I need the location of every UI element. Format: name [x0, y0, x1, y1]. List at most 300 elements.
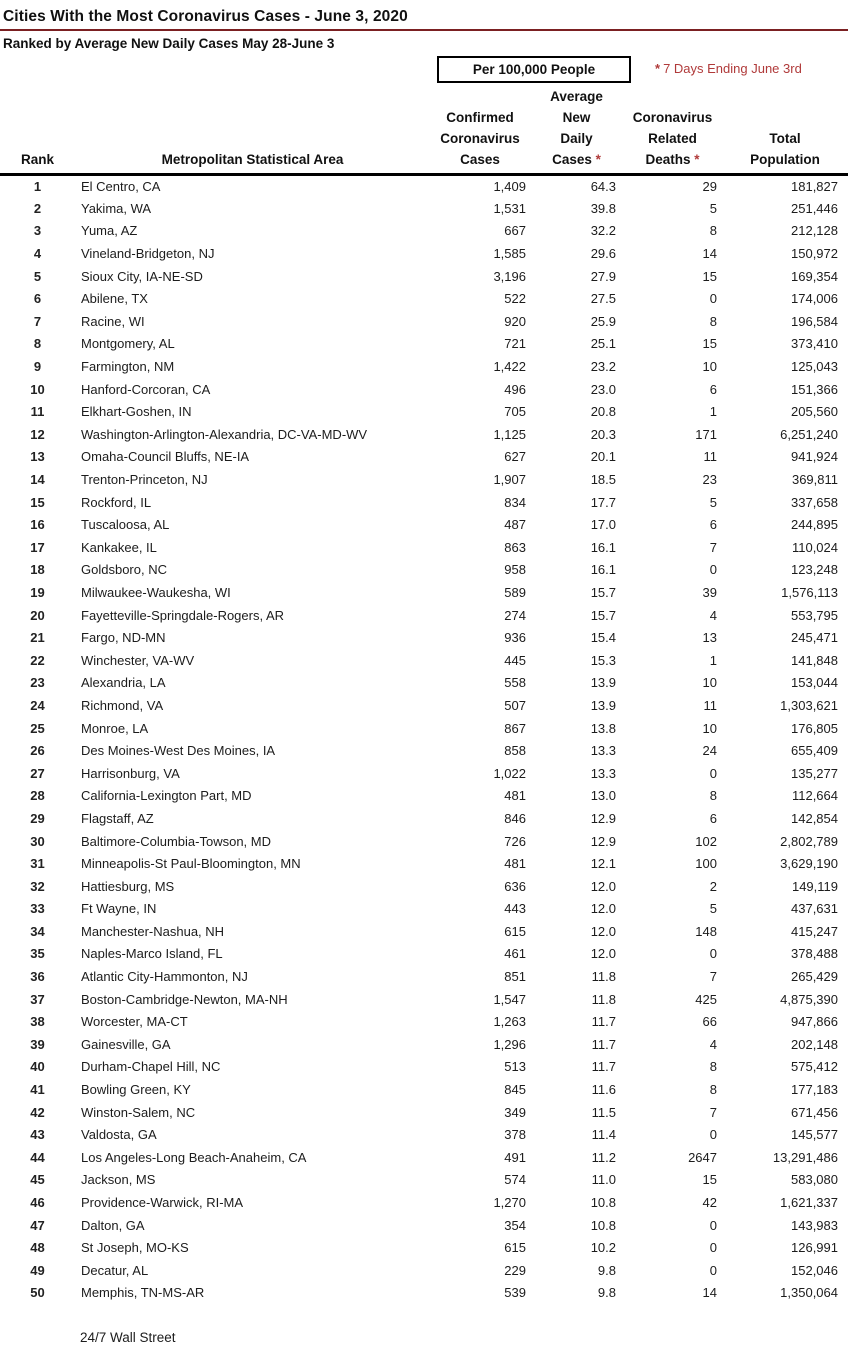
- deaths-cell: 6: [709, 517, 717, 533]
- metro-area-cell: Bowling Green, KY: [81, 1082, 191, 1098]
- confirmed-cases-cell: 1,531: [493, 200, 526, 216]
- deaths-cell: 11: [703, 697, 717, 713]
- rank-cell: 3: [33, 223, 42, 239]
- metro-area-cell: Montgomery, AL: [81, 336, 175, 352]
- table-row: [0, 468, 848, 491]
- table-row: [0, 920, 848, 943]
- population-cell: 149,119: [791, 878, 838, 894]
- avg-daily-cases-cell: 11.8: [591, 991, 616, 1007]
- avg-daily-cases-cell: 10.8: [590, 1217, 616, 1233]
- avg-daily-cases-cell: 25.9: [590, 313, 616, 329]
- avg-daily-cases-cell: 11.7: [591, 1036, 616, 1052]
- population-cell: 152,046: [791, 1262, 838, 1278]
- table-row: [0, 581, 848, 604]
- table-row: [0, 559, 848, 582]
- confirmed-cases-cell: 445: [504, 652, 526, 668]
- metro-area-cell: Monroe, LA: [81, 720, 149, 736]
- deaths-cell: 23: [702, 472, 717, 488]
- confirmed-cases-cell: 615: [504, 923, 526, 939]
- table-row: [0, 1010, 848, 1033]
- deaths-cell: 42: [702, 1195, 717, 1211]
- table-row: [0, 988, 848, 1011]
- table-row: [0, 491, 848, 514]
- metro-area-cell: Vineland-Bridgeton, NJ: [81, 246, 215, 262]
- table-row: [0, 423, 848, 446]
- avg-daily-cases-cell: 18.5: [590, 472, 616, 488]
- metro-area-cell: Omaha-Council Bluffs, NE-IA: [81, 449, 250, 465]
- table-row: [0, 1169, 848, 1192]
- rank-cell: 43: [30, 1127, 45, 1143]
- deaths-cell: 425: [695, 991, 717, 1007]
- population-cell: 671,456: [791, 1104, 838, 1120]
- population-cell: 174,006: [791, 291, 838, 307]
- metro-area-cell: Flagstaff, AZ: [81, 810, 154, 826]
- metro-area-cell: Worcester, MA-CT: [81, 1014, 188, 1030]
- deaths-cell: 8: [709, 313, 717, 329]
- population-cell: 125,043: [791, 359, 838, 375]
- avg-daily-cases-cell: 11.2: [591, 1149, 616, 1165]
- rank-cell: 32: [30, 878, 45, 894]
- metro-area-cell: Yuma, AZ: [81, 223, 138, 239]
- table-row: [0, 446, 848, 469]
- table-row: [0, 739, 848, 762]
- confirmed-cases-cell: 274: [504, 607, 526, 623]
- population-cell: 123,248: [791, 562, 838, 578]
- rank-cell: 37: [30, 991, 45, 1007]
- avg-daily-cases-cell: 15.3: [590, 652, 616, 668]
- population-cell: 583,080: [791, 1172, 838, 1188]
- deaths-cell: 0: [709, 1240, 717, 1256]
- confirmed-cases-cell: 1,409: [493, 179, 526, 195]
- table-row: [0, 852, 848, 875]
- table-row: [0, 1259, 848, 1282]
- confirmed-cases-cell: 1,022: [493, 765, 526, 781]
- avg-daily-cases-cell: 29.6: [590, 246, 616, 262]
- avg-daily-cases-cell: 10.2: [590, 1240, 616, 1256]
- avg-daily-cases-cell: 11.5: [591, 1104, 616, 1120]
- deaths-cell: 1: [709, 404, 717, 420]
- metro-area-cell: Rockford, IL: [81, 494, 152, 510]
- rank-cell: 31: [30, 856, 45, 872]
- population-cell: 151,366: [791, 381, 838, 397]
- avg-daily-cases-cell: 10.8: [590, 1195, 616, 1211]
- population-cell: 378,488: [791, 946, 838, 962]
- confirmed-cases-cell: 491: [504, 1149, 526, 1165]
- avg-daily-cases-cell: 15.7: [590, 584, 616, 600]
- avg-daily-cases-cell: 20.8: [590, 404, 616, 420]
- deaths-cell: 13: [702, 630, 717, 646]
- population-cell: 212,128: [791, 223, 838, 239]
- confirmed-cases-cell: 667: [504, 223, 526, 239]
- metro-area-cell: Gainesville, GA: [81, 1036, 171, 1052]
- population-cell: 6,251,240: [780, 426, 838, 442]
- confirmed-cases-cell: 721: [504, 336, 526, 352]
- table-row: [0, 943, 848, 966]
- table-row: [0, 287, 848, 310]
- deaths-cell: 8: [709, 1082, 717, 1098]
- source-credit: 24/7 Wall Street: [80, 1330, 176, 1346]
- population-cell: 110,024: [791, 539, 838, 555]
- table-row: [0, 1236, 848, 1259]
- avg-daily-cases-cell: 20.3: [590, 426, 616, 442]
- rank-cell: 30: [30, 833, 45, 849]
- cases-table: [0, 86, 848, 1304]
- deaths-cell: 14: [702, 246, 717, 262]
- rank-cell: 25: [30, 720, 45, 736]
- deaths-cell: 1: [709, 652, 717, 668]
- confirmed-cases-cell: 3,196: [493, 268, 526, 284]
- metro-area-cell: Atlantic City-Hammonton, NJ: [81, 969, 248, 985]
- deaths-cell: 0: [709, 1217, 717, 1233]
- table-row: [0, 1033, 848, 1056]
- deaths-cell: 8: [709, 788, 717, 804]
- metro-area-cell: Ft Wayne, IN: [81, 901, 157, 917]
- table-row: [0, 197, 848, 220]
- population-cell: 575,412: [791, 1059, 838, 1075]
- population-cell: 3,629,190: [780, 856, 838, 872]
- avg-daily-cases-cell: 12.0: [590, 946, 616, 962]
- table-row: [0, 536, 848, 559]
- population-cell: 244,895: [791, 517, 838, 533]
- rank-cell: 17: [30, 539, 45, 555]
- metro-area-cell: Fargo, ND-MN: [81, 630, 166, 646]
- confirmed-cases-cell: 1,907: [493, 472, 526, 488]
- red-asterisk: *: [595, 152, 601, 167]
- confirmed-cases-cell: 867: [504, 720, 526, 736]
- column-header-confirmed-cases: Confirmed Coronavirus Cases: [430, 86, 530, 175]
- avg-daily-cases-cell: 27.9: [590, 268, 616, 284]
- table-row: [0, 762, 848, 785]
- population-cell: 126,991: [791, 1240, 838, 1256]
- confirmed-cases-cell: 920: [504, 313, 526, 329]
- deaths-cell: 6: [709, 810, 717, 826]
- confirmed-cases-cell: 846: [504, 810, 526, 826]
- table-row: [0, 1101, 848, 1124]
- deaths-cell: 0: [709, 1127, 717, 1143]
- deaths-cell: 11: [703, 449, 717, 465]
- confirmed-cases-cell: 522: [504, 291, 526, 307]
- confirmed-cases-cell: 845: [504, 1082, 526, 1098]
- table-row: [0, 400, 848, 423]
- rank-cell: 21: [30, 630, 45, 646]
- avg-daily-cases-cell: 12.0: [590, 901, 616, 917]
- table-row: [0, 513, 848, 536]
- avg-daily-cases-cell: 16.1: [590, 562, 616, 578]
- table-row: [0, 694, 848, 717]
- metro-area-cell: Providence-Warwick, RI-MA: [81, 1195, 244, 1211]
- rank-cell: 1: [33, 179, 42, 195]
- deaths-cell: 39: [702, 584, 717, 600]
- confirmed-cases-cell: 589: [504, 584, 526, 600]
- deaths-cell: 0: [709, 946, 717, 962]
- table-row: [0, 378, 848, 401]
- metro-area-cell: Goldsboro, NC: [81, 562, 167, 578]
- table-body: [0, 175, 848, 1305]
- metro-area-cell: Baltimore-Columbia-Towson, MD: [81, 833, 271, 849]
- rank-cell: 22: [30, 652, 45, 668]
- confirmed-cases-cell: 539: [504, 1285, 526, 1301]
- annotation-row: [0, 53, 848, 86]
- deaths-cell: 5: [709, 494, 717, 510]
- footnote-text: 7 Days Ending June 3rd: [663, 61, 802, 76]
- confirmed-cases-cell: 496: [504, 381, 526, 397]
- deaths-cell: 15: [702, 1172, 717, 1188]
- avg-daily-cases-cell: 12.0: [590, 878, 616, 894]
- metro-area-cell: Decatur, AL: [81, 1262, 149, 1278]
- avg-daily-cases-cell: 13.3: [590, 765, 616, 781]
- rank-cell: 16: [30, 517, 45, 533]
- per-capita-label-box: [437, 56, 631, 83]
- population-cell: 369,811: [791, 472, 838, 488]
- table-row: [0, 830, 848, 853]
- metro-area-cell: Boston-Cambridge-Newton, MA-NH: [81, 991, 288, 1007]
- avg-daily-cases-cell: 13.0: [590, 788, 616, 804]
- avg-daily-cases-cell: 12.9: [590, 810, 616, 826]
- rank-cell: 4: [33, 246, 42, 262]
- population-cell: 245,471: [791, 630, 838, 646]
- column-header-metro-area: Metropolitan Statistical Area: [75, 86, 430, 175]
- column-header-rank: Rank: [0, 86, 75, 175]
- page-title: Cities With the Most Coronavirus Cases - June 3, 2020: [3, 8, 408, 25]
- metro-area-cell: Des Moines-West Des Moines, IA: [81, 743, 276, 759]
- rank-cell: 5: [33, 268, 42, 284]
- rank-cell: 50: [30, 1285, 45, 1301]
- metro-area-cell: El Centro, CA: [81, 179, 161, 195]
- rank-cell: 41: [30, 1082, 45, 1098]
- table-row: [0, 1146, 848, 1169]
- avg-daily-cases-cell: 13.3: [590, 743, 616, 759]
- population-cell: 177,183: [791, 1082, 838, 1098]
- metro-area-cell: Durham-Chapel Hill, NC: [81, 1059, 221, 1075]
- avg-daily-cases-cell: 9.8: [597, 1285, 616, 1301]
- metro-area-cell: Naples-Marco Island, FL: [81, 946, 223, 962]
- deaths-cell: 0: [709, 765, 717, 781]
- confirmed-cases-cell: 378: [504, 1127, 526, 1143]
- confirmed-cases-cell: 958: [504, 562, 526, 578]
- avg-daily-cases-cell: 11.6: [591, 1082, 616, 1098]
- rank-cell: 7: [33, 313, 42, 329]
- rank-cell: 20: [30, 607, 45, 623]
- rank-cell: 40: [30, 1059, 45, 1075]
- population-cell: 415,247: [791, 923, 838, 939]
- confirmed-cases-cell: 858: [504, 743, 526, 759]
- avg-daily-cases-cell: 39.8: [590, 200, 616, 216]
- deaths-cell: 8: [709, 223, 717, 239]
- avg-daily-cases-cell: 15.7: [590, 607, 616, 623]
- confirmed-cases-cell: 834: [504, 494, 526, 510]
- avg-daily-cases-cell: 12.1: [590, 856, 616, 872]
- metro-area-cell: Tuscaloosa, AL: [81, 517, 170, 533]
- population-cell: 143,983: [791, 1217, 838, 1233]
- rank-cell: 33: [30, 901, 45, 917]
- avg-daily-cases-cell: 23.0: [590, 381, 616, 397]
- metro-area-cell: Los Angeles-Long Beach-Anaheim, CA: [81, 1149, 307, 1165]
- deaths-cell: 7: [709, 539, 717, 555]
- avg-daily-cases-cell: 13.9: [590, 697, 616, 713]
- confirmed-cases-cell: 1,125: [493, 426, 526, 442]
- rank-cell: 27: [30, 765, 45, 781]
- confirmed-cases-cell: 443: [504, 901, 526, 917]
- population-cell: 181,827: [791, 179, 838, 195]
- deaths-cell: 7: [709, 969, 717, 985]
- table-header-row: [0, 86, 848, 175]
- avg-daily-cases-cell: 11.4: [591, 1127, 616, 1143]
- population-cell: 1,350,064: [780, 1285, 838, 1301]
- avg-daily-cases-cell: 16.1: [590, 539, 616, 555]
- metro-area-cell: Milwaukee-Waukesha, WI: [81, 584, 231, 600]
- rank-cell: 45: [30, 1172, 45, 1188]
- population-cell: 947,866: [791, 1014, 838, 1030]
- table-row: [0, 310, 848, 333]
- metro-area-cell: Hattiesburg, MS: [81, 878, 175, 894]
- population-cell: 196,584: [791, 313, 838, 329]
- population-cell: 1,621,337: [780, 1195, 838, 1211]
- metro-area-cell: St Joseph, MO-KS: [81, 1240, 189, 1256]
- deaths-cell: 102: [695, 833, 717, 849]
- avg-daily-cases-cell: 11.0: [591, 1172, 616, 1188]
- table-row: [0, 965, 848, 988]
- metro-area-cell: Sioux City, IA-NE-SD: [81, 268, 203, 284]
- rank-cell: 12: [30, 426, 45, 442]
- deaths-cell: 66: [702, 1014, 717, 1030]
- population-cell: 153,044: [791, 675, 838, 691]
- metro-area-cell: Alexandria, LA: [81, 675, 166, 691]
- confirmed-cases-cell: 229: [504, 1262, 526, 1278]
- metro-area-cell: Farmington, NM: [81, 359, 175, 375]
- table-row: [0, 717, 848, 740]
- rank-cell: 29: [30, 810, 45, 826]
- metro-area-cell: Fayetteville-Springdale-Rogers, AR: [81, 607, 285, 623]
- metro-area-cell: Racine, WI: [81, 313, 145, 329]
- population-cell: 205,560: [791, 404, 838, 420]
- deaths-cell: 2: [709, 878, 717, 894]
- deaths-cell: 10: [702, 359, 717, 375]
- rank-cell: 19: [30, 584, 45, 600]
- confirmed-cases-cell: 461: [504, 946, 526, 962]
- deaths-cell: 14: [702, 1285, 717, 1301]
- metro-area-cell: Kankakee, IL: [81, 539, 157, 555]
- population-cell: 251,446: [791, 200, 838, 216]
- rank-cell: 24: [30, 697, 45, 713]
- table-row: [0, 242, 848, 265]
- table-row: [0, 807, 848, 830]
- confirmed-cases-cell: 1,422: [493, 359, 526, 375]
- column-header-avg-daily-cases: Average New Daily Cases *: [530, 86, 623, 175]
- population-cell: 112,664: [791, 788, 838, 804]
- deaths-cell: 6: [709, 381, 717, 397]
- population-cell: 1,303,621: [780, 697, 838, 713]
- metro-area-cell: Washington-Arlington-Alexandria, DC-VA-MD-WV: [81, 426, 368, 442]
- rank-cell: 14: [30, 472, 45, 488]
- deaths-cell: 4: [709, 607, 717, 623]
- confirmed-cases-cell: 1,547: [493, 991, 526, 1007]
- rank-cell: 10: [30, 381, 45, 397]
- avg-daily-cases-cell: 9.8: [597, 1262, 616, 1278]
- deaths-cell: 0: [709, 1262, 717, 1278]
- metro-area-cell: Winchester, VA-WV: [81, 652, 195, 668]
- deaths-cell: 10: [702, 675, 717, 691]
- confirmed-cases-cell: 851: [504, 969, 526, 985]
- population-cell: 202,148: [791, 1036, 838, 1052]
- metro-area-cell: Memphis, TN-MS-AR: [81, 1285, 205, 1301]
- avg-daily-cases-cell: 17.0: [590, 517, 616, 533]
- confirmed-cases-cell: 1,270: [493, 1195, 526, 1211]
- confirmed-cases-cell: 487: [504, 517, 526, 533]
- table-row: [0, 1214, 848, 1237]
- table-row: [0, 265, 848, 288]
- rank-cell: 28: [30, 788, 45, 804]
- rank-cell: 48: [30, 1240, 45, 1256]
- metro-area-cell: Dalton, GA: [81, 1217, 145, 1233]
- metro-area-cell: Minneapolis-St Paul-Bloomington, MN: [81, 856, 301, 872]
- avg-daily-cases-cell: 20.1: [590, 449, 616, 465]
- table-row: [0, 355, 848, 378]
- rank-cell: 2: [33, 200, 42, 216]
- table-row: [0, 333, 848, 356]
- rank-cell: 23: [30, 675, 45, 691]
- population-cell: 142,854: [791, 810, 838, 826]
- avg-daily-cases-cell: 15.4: [590, 630, 616, 646]
- confirmed-cases-cell: 627: [504, 449, 526, 465]
- table-row: [0, 1056, 848, 1079]
- deaths-cell: 24: [702, 743, 717, 759]
- column-header-deaths: Coronavirus Related Deaths *: [623, 86, 722, 175]
- rank-cell: 42: [30, 1104, 45, 1120]
- rank-cell: 11: [30, 404, 45, 420]
- rank-cell: 49: [30, 1262, 45, 1278]
- rank-cell: 15: [30, 494, 45, 510]
- avg-daily-cases-cell: 11.7: [591, 1014, 616, 1030]
- confirmed-cases-cell: 863: [504, 539, 526, 555]
- avg-daily-cases-cell: 11.7: [591, 1059, 616, 1075]
- rank-cell: 6: [33, 291, 42, 307]
- confirmed-cases-cell: 636: [504, 878, 526, 894]
- table-row: [0, 1282, 848, 1305]
- rank-cell: 36: [30, 969, 45, 985]
- population-cell: 337,658: [791, 494, 838, 510]
- column-header-population: Total Population: [722, 86, 848, 175]
- population-cell: 941,924: [791, 449, 838, 465]
- avg-daily-cases-cell: 17.7: [590, 494, 616, 510]
- page-subtitle: Ranked by Average New Daily Cases May 28-June 3: [3, 36, 335, 51]
- deaths-cell: 29: [702, 179, 717, 195]
- table-row: [0, 785, 848, 808]
- confirmed-cases-cell: 354: [504, 1217, 526, 1233]
- avg-daily-cases-cell: 13.8: [590, 720, 616, 736]
- rank-cell: 13: [30, 449, 45, 465]
- rank-cell: 39: [30, 1036, 45, 1052]
- deaths-cell: 5: [709, 901, 717, 917]
- confirmed-cases-cell: 558: [504, 675, 526, 691]
- population-cell: 373,410: [791, 336, 838, 352]
- confirmed-cases-cell: 1,585: [493, 246, 526, 262]
- deaths-cell: 171: [695, 426, 717, 442]
- table-row: [0, 672, 848, 695]
- avg-daily-cases-cell: 32.2: [590, 223, 616, 239]
- population-cell: 169,354: [791, 268, 838, 284]
- confirmed-cases-cell: 705: [504, 404, 526, 420]
- avg-daily-cases-cell: 23.2: [590, 359, 616, 375]
- metro-area-cell: Manchester-Nashua, NH: [81, 923, 225, 939]
- avg-daily-cases-cell: 13.9: [590, 675, 616, 691]
- per-capita-label: Per 100,000 People: [472, 62, 596, 77]
- deaths-cell: 15: [702, 268, 717, 284]
- population-cell: 265,429: [791, 969, 838, 985]
- rank-cell: 26: [30, 743, 45, 759]
- deaths-cell: 8: [709, 1059, 717, 1075]
- population-cell: 145,577: [791, 1127, 838, 1143]
- metro-area-cell: Elkhart-Goshen, IN: [81, 404, 192, 420]
